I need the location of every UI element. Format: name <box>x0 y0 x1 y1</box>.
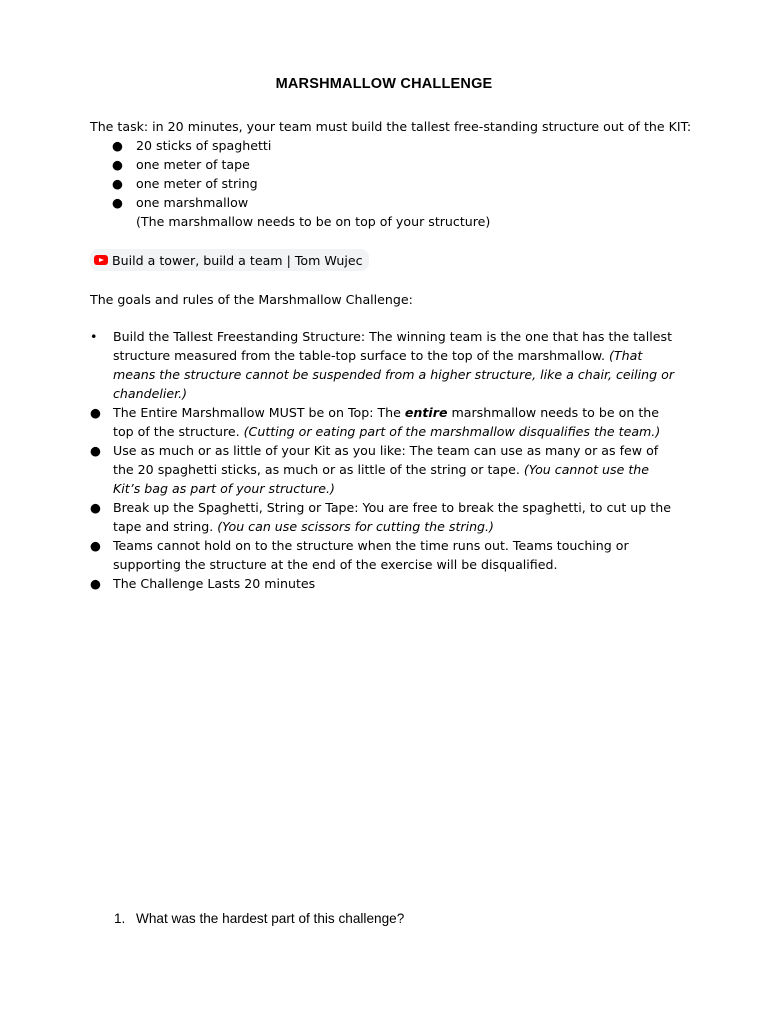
video-link-label[interactable]: Build a tower, build a team | Tom Wujec <box>112 252 363 268</box>
kit-item <box>90 193 690 212</box>
kit-item <box>90 136 690 155</box>
bullet-icon: ● <box>112 157 123 172</box>
bullet-icon: • <box>90 329 98 344</box>
page-title: MARSHMALLOW CHALLENGE <box>275 76 493 92</box>
video-link-chip[interactable] <box>90 249 369 271</box>
kit-note: (The marshmallow needs to be on top of your structure) <box>136 214 491 229</box>
kit-list <box>90 136 690 212</box>
rule-emphasis: entire <box>404 405 448 420</box>
question-number: 1. <box>114 911 126 926</box>
rule-text: Build the Tallest Freestanding Structure: The winning team is the one that has the tallest structure measured from the table-top surface to the top of the marshmallow. <box>113 329 673 363</box>
youtube-icon <box>94 255 108 265</box>
bullet-icon: ● <box>112 138 123 153</box>
rule-item <box>90 574 678 593</box>
bullet-icon: ● <box>90 500 101 515</box>
rule-text: Use as much or as little of your Kit as you like: The team can use as many or as few of the 20 spaghetti sticks, as much or as little of the string or tape. <box>113 443 659 477</box>
question-item <box>114 911 404 926</box>
kit-item <box>90 174 690 193</box>
kit-item-label: one marshmallow <box>136 195 249 210</box>
kit-item-label: 20 sticks of spaghetti <box>136 138 272 153</box>
rule-italic-note: (That means the structure cannot be suspended from a higher structure, like a chair, ceiling or chandelier.) <box>113 348 675 401</box>
task-description: The task: in 20 minutes, your team must build the tallest free-standing structure out of the KIT: <box>90 119 692 134</box>
rule-item <box>90 327 678 403</box>
rule-italic-note: (Cutting or eating part of the marshmallow disqualifies the team.) <box>243 424 661 439</box>
rule-italic-note: (You cannot use the Kit’s bag as part of your structure.) <box>113 462 649 496</box>
rule-item <box>90 403 678 441</box>
rule-text: The Challenge Lasts 20 minutes <box>113 576 316 591</box>
rule-text: Break up the Spaghetti, String or Tape: You are free to break the spaghetti, to cut up the tape and string. <box>113 500 671 534</box>
rule-item <box>90 536 678 574</box>
rule-text: Teams cannot hold on to the structure when the time runs out. Teams touching or supporting the structure at the end of the exercise will be disqualified. <box>113 538 629 572</box>
kit-item-label: one meter of tape <box>136 157 250 172</box>
bullet-icon: ● <box>90 443 101 458</box>
rule-italic-note: (You can use scissors for cutting the string.) <box>217 519 494 534</box>
bullet-icon: ● <box>90 538 101 553</box>
goals-intro: The goals and rules of the Marshmallow Challenge: <box>90 292 413 307</box>
rule-text: The Entire Marshmallow MUST be on Top: The <box>113 405 405 420</box>
kit-item <box>90 155 690 174</box>
rule-text-continued: marshmallow needs to be on the top of the structure. <box>113 405 659 439</box>
bullet-icon: ● <box>112 176 123 191</box>
bullet-icon: ● <box>90 405 101 420</box>
rule-item <box>90 441 678 498</box>
bullet-icon: ● <box>90 576 101 591</box>
question-text: What was the hardest part of this challenge? <box>136 911 405 926</box>
kit-item-label: one meter of string <box>136 176 258 191</box>
bullet-icon: ● <box>112 195 123 210</box>
rules-list <box>90 327 690 593</box>
rule-item <box>90 498 678 536</box>
